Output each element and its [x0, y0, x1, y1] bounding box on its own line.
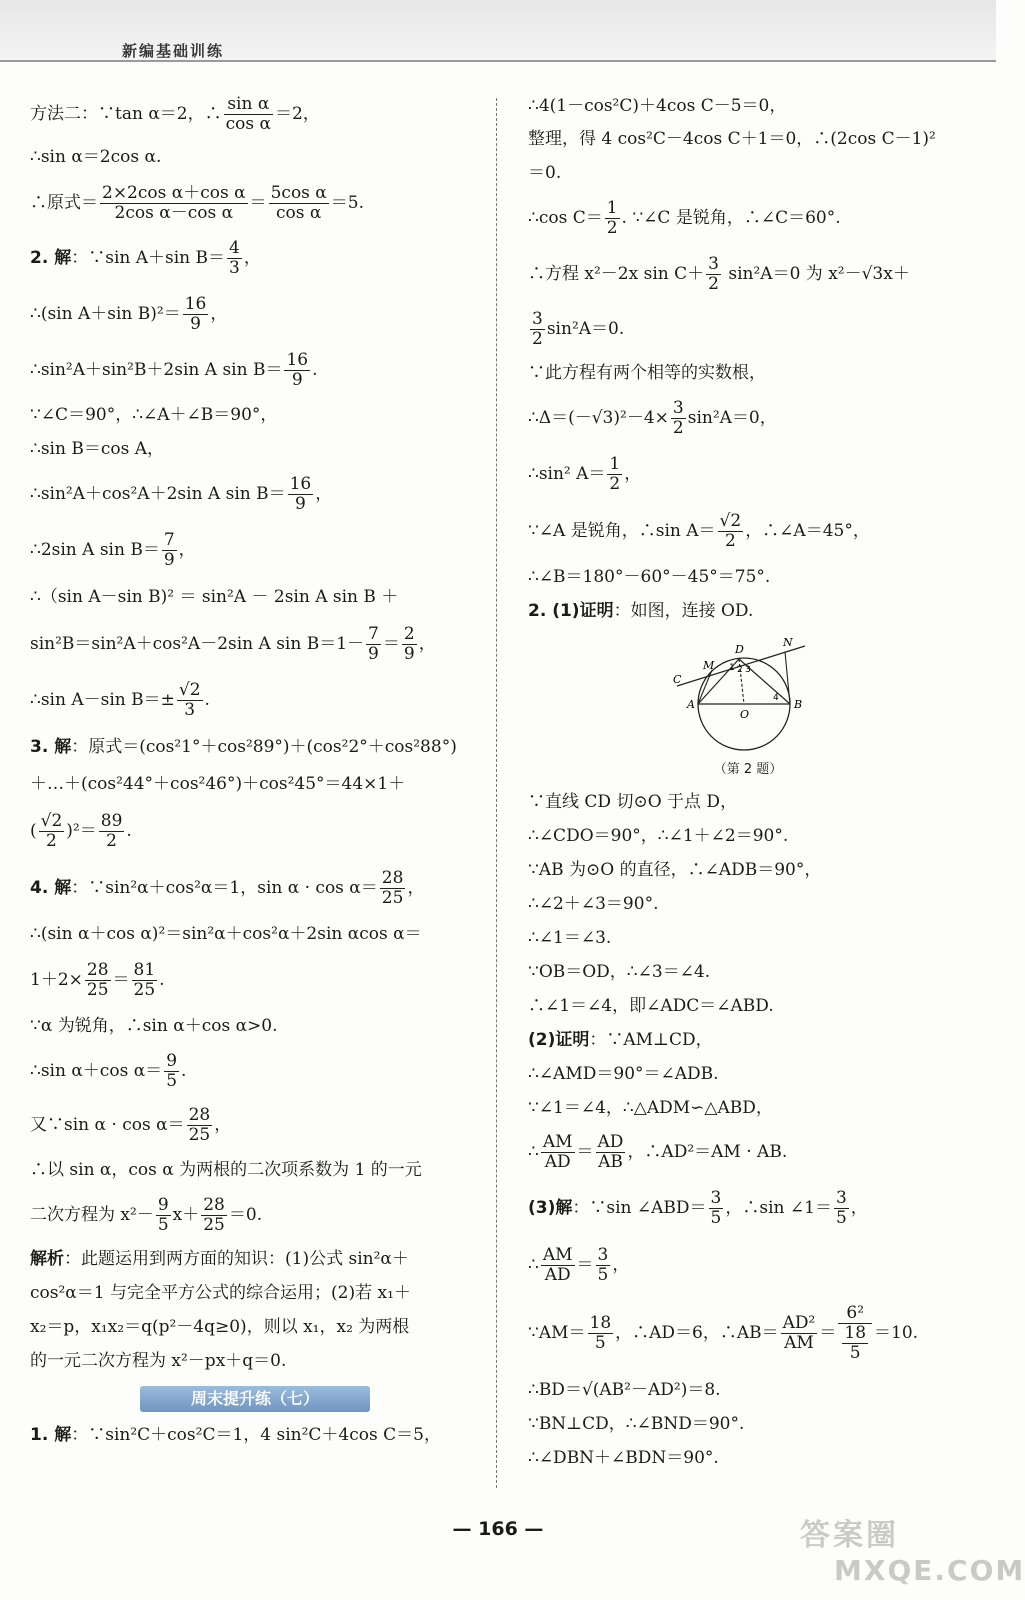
text: ∴sin²A＋sin²B＋2sin A sin B＝: [30, 360, 283, 380]
page-number: — 166 —: [452, 1518, 544, 1540]
numerator: 4: [229, 238, 240, 259]
header-label: 新编基础训练: [122, 42, 225, 60]
text: ，: [850, 1197, 868, 1218]
right-column: [528, 90, 968, 1475]
text: ∴2sin A sin B＝: [30, 540, 160, 560]
fraction: [709, 1189, 724, 1227]
part-number: (2): [528, 1029, 556, 1050]
solution-line: ∴∠2＋∠3＝90°.: [528, 893, 659, 914]
solution-line: ∴以 sin α，cos α 为两根的二次项系数为 1 的一元: [30, 1160, 422, 1180]
text: ＝: [576, 1141, 594, 1162]
solution-line: [528, 246, 968, 302]
solution-line: [30, 672, 480, 728]
numerator: AM: [542, 1245, 573, 1266]
text: ，∴AD＝6，∴AB＝: [615, 1322, 779, 1343]
solution-line: ＝0.: [528, 163, 562, 183]
numerator: 7: [368, 624, 379, 645]
text: ∴sin α＋cos α＝: [30, 1061, 163, 1081]
segment-bn: [785, 652, 790, 704]
text: ，: [243, 248, 261, 268]
header-rule: [0, 60, 996, 62]
question-number: 2. (1): [528, 601, 580, 621]
text: ，: [214, 1115, 232, 1135]
geometry-figure: [528, 634, 968, 761]
text: ∴(sin A＋sin B)²＝: [30, 304, 181, 324]
text: .: [181, 1061, 187, 1081]
label-o: O: [740, 708, 750, 721]
numerator: 3: [835, 1188, 847, 1209]
numerator: 3: [708, 254, 719, 275]
text: )²＝: [66, 821, 97, 841]
solution-line: ∴sin α＝2cos α.: [30, 147, 162, 167]
numerator: 7: [163, 530, 175, 551]
denominator: 2: [46, 831, 57, 851]
numerator: AD²: [782, 1313, 816, 1334]
label-angle-4: 4: [773, 693, 779, 703]
denominator: 5: [835, 1207, 847, 1228]
label-angle-1: 1: [729, 663, 735, 673]
text: ∴sin²A＋cos²A＋2sin A sin B＝: [30, 484, 286, 504]
solution-line: [528, 1293, 968, 1373]
denominator: 2: [724, 531, 736, 551]
text: .: [126, 821, 132, 841]
solution-label: 解: [555, 1197, 573, 1218]
denominator: [838, 1324, 872, 1362]
text: ＝0.: [228, 1205, 263, 1225]
text: ＝10.: [874, 1322, 919, 1343]
numerator: 6²: [838, 1304, 872, 1324]
denominator: 25: [133, 980, 156, 1000]
denominator: AD: [544, 1151, 571, 1172]
solution-line: ∴（sin A－sin B)² ＝ sin²A － 2sin A sin B ＋: [30, 587, 399, 607]
solution-line: [30, 616, 480, 672]
denominator: 25: [203, 1215, 225, 1235]
solution-line: [528, 302, 968, 356]
text: ，: [210, 304, 228, 324]
text: ＝5.: [330, 193, 365, 213]
numerator: 1: [609, 454, 621, 475]
left-column: [30, 90, 480, 1452]
fraction: [227, 239, 242, 277]
denominator: 3: [229, 258, 240, 278]
text: ，: [407, 878, 425, 898]
fraction: [834, 1189, 849, 1227]
text: ：∵sin²C＋cos²C＝1，4 sin²C＋4cos C＝5，: [71, 1425, 441, 1445]
question-number: 1. 解: [30, 1425, 72, 1445]
text: . ∵∠C 是锐角，∴∠C＝60°.: [621, 208, 841, 228]
denominator: 9: [368, 644, 379, 664]
denominator: cos α: [225, 114, 271, 134]
text: ∴Δ＝(－√3)²－4×: [528, 408, 669, 428]
solution-line: ∵∠C＝90°，∴∠A＋∠B＝90°，: [30, 405, 278, 425]
label-d: D: [735, 643, 744, 656]
column-divider: [496, 98, 497, 1488]
numerator: 3: [597, 1245, 609, 1266]
solution-line: ∴∠CDO＝90°，∴∠1＋∠2＝90°.: [528, 825, 789, 846]
text: ＝: [576, 1254, 594, 1275]
fraction: [100, 184, 248, 222]
text: .: [312, 360, 318, 380]
denominator: AD: [544, 1264, 571, 1285]
text: 方法二：∵tan α＝2，∴: [30, 104, 222, 124]
analysis-label: 解析: [30, 1249, 64, 1269]
segment-am: [698, 670, 712, 704]
question-number: 3. 解: [30, 737, 72, 757]
text: .: [159, 970, 165, 990]
solution-line: ∴(sin α＋cos α)²＝sin²α＋cos²α＋2sin αcos α＝: [30, 924, 422, 944]
solution-line: [30, 522, 480, 578]
solution-line: ∵∠1＝∠4，∴△ADM∽△ABD，: [528, 1097, 773, 1118]
fraction: [781, 1314, 818, 1352]
numerator: 28: [86, 960, 109, 981]
text: 1＋2×: [30, 970, 83, 990]
fraction: [177, 681, 203, 719]
fraction: [99, 812, 125, 850]
fraction: [164, 1052, 179, 1090]
text: 二次方程为 x²－: [30, 1205, 154, 1225]
denominator: 2: [708, 274, 719, 294]
fraction: [605, 199, 620, 237]
text: ，: [624, 464, 642, 484]
fraction: [156, 1196, 171, 1234]
question-2-line: [30, 230, 480, 286]
fraction: [596, 1133, 626, 1171]
text: sin²B＝sin²A＋cos²A－2sin A sin B＝1－: [30, 634, 365, 654]
watermark-url: MXQE.COM: [834, 1554, 1025, 1587]
solution-line: ∵直线 CD 切⊙O 于点 D，: [528, 791, 738, 812]
solution-line: [528, 190, 968, 246]
text: sin²A＝0.: [546, 319, 625, 339]
numerator: 16: [289, 474, 312, 495]
fraction: [85, 961, 111, 999]
denominator: 25: [86, 980, 109, 1000]
fraction: [530, 310, 545, 348]
label-m: M: [703, 659, 715, 672]
proof-label: 证明: [555, 1029, 590, 1050]
text: ，: [612, 1254, 630, 1275]
solution-line: [30, 342, 480, 398]
text: ∴原式＝: [30, 193, 98, 213]
watermark-logo: 答案圈: [800, 1518, 899, 1553]
text: ，∴AD²＝AM · AB.: [627, 1141, 788, 1162]
text: ：∵sin²α＋cos²α＝1，sin α · cos α＝: [71, 878, 378, 898]
page-header: [0, 0, 996, 60]
denominator: 2: [609, 474, 621, 494]
solution-line: [30, 176, 480, 230]
text: ，∴sin ∠1＝: [725, 1197, 832, 1218]
text: ：∵AM⊥CD，: [589, 1029, 713, 1050]
fraction: [284, 351, 310, 389]
analysis-line: [30, 1242, 480, 1276]
question-2-line: [528, 594, 968, 628]
fraction: [588, 1314, 614, 1352]
solution-line: [30, 952, 480, 1008]
numerator: √2: [40, 811, 63, 832]
label-angle-3: 3: [745, 665, 751, 675]
text: ，: [418, 634, 436, 654]
solution-line: [30, 466, 480, 522]
denominator: 25: [381, 888, 404, 908]
numerator: 18: [589, 1313, 612, 1334]
text: ：此题运用到两方面的知识：(1)公式 sin²α＋: [64, 1249, 409, 1269]
solution-line: ∵OB＝OD，∴∠3＝∠4.: [528, 961, 711, 982]
label-a: A: [687, 698, 695, 711]
solution-line: [30, 1188, 480, 1242]
denominator: 9: [291, 370, 303, 390]
numerator: 18: [844, 1323, 867, 1344]
fraction: [269, 184, 329, 222]
numerator: √2: [719, 511, 742, 532]
solution-line: ∵AB 为⊙O 的直径，∴∠ADB＝90°，: [528, 859, 822, 880]
fraction: [671, 399, 686, 437]
denominator: 25: [188, 1125, 211, 1145]
text: (: [30, 821, 37, 841]
solution-line: ＋…＋(cos²44°＋cos²46°)＋cos²45°＝44×1＋: [30, 774, 406, 794]
fraction: [541, 1246, 575, 1284]
text: 又∵sin α · cos α＝: [30, 1115, 185, 1135]
label-angle-2: 2: [737, 665, 743, 675]
part-2-line: [528, 1023, 968, 1057]
question-4-line: [30, 860, 480, 916]
circle-tangent-diagram: [673, 634, 823, 756]
text: ＝2，: [275, 104, 320, 124]
solution-line: [528, 446, 968, 502]
numerator: 16: [184, 294, 207, 315]
part-number: (3): [528, 1197, 556, 1218]
fraction: [201, 1196, 227, 1234]
method-two-line: [30, 90, 480, 138]
solution-line: ∵α 为锐角，∴sin α＋cos α>0.: [30, 1016, 278, 1036]
fraction: [183, 295, 209, 333]
analysis-line: x₂＝p，x₁x₂＝q(p²－4q≥0)，则以 x₁，x₂ 为两根: [30, 1317, 410, 1337]
numerator: sin α: [224, 95, 273, 115]
fraction: [706, 255, 721, 293]
text: ：如图，连接 OD.: [613, 601, 754, 621]
denominator: 5: [710, 1207, 722, 1228]
numerator: AD: [597, 1132, 624, 1153]
denominator: 5: [849, 1342, 861, 1363]
text: ＝: [249, 193, 267, 213]
numerator: 3: [532, 309, 543, 330]
text: ∵∠A 是锐角，∴sin A＝: [528, 521, 716, 541]
text: sin²A＝0 为 x²－√3x＋: [722, 264, 910, 284]
denominator: 2: [532, 329, 543, 349]
compound-fraction: [838, 1304, 872, 1362]
numerator: 2: [403, 624, 415, 645]
fraction: [162, 531, 177, 569]
text: ＝: [382, 634, 400, 654]
solution-line: [528, 1125, 968, 1179]
solution-line: [30, 286, 480, 342]
fraction: [187, 1106, 213, 1144]
solution-line: ∴∠1＝∠3.: [528, 927, 612, 948]
text: ：∵sin A＋sin B＝: [71, 248, 226, 268]
denominator: 3: [184, 700, 196, 720]
denominator: 2cos α－cos α: [114, 203, 234, 223]
numerator: 16: [286, 350, 309, 371]
fraction: [718, 512, 744, 550]
fraction: [366, 625, 381, 663]
solution-line: ∴4(1－cos²C)＋4cos C－5＝0，: [528, 96, 787, 116]
text: sin²A＝0，: [687, 408, 777, 428]
part-3-line: [528, 1179, 968, 1237]
fraction: [380, 869, 406, 907]
proof-label: 证明: [579, 601, 614, 621]
solution-line: [30, 802, 480, 860]
fraction: [541, 1133, 575, 1171]
solution-line: ∴∠DBN＋∠BDN＝90°.: [528, 1447, 719, 1468]
text: ，: [315, 484, 333, 504]
denominator: 2: [606, 218, 618, 238]
analysis-line: 的一元二次方程为 x²－px＋q＝0.: [30, 1351, 287, 1371]
text: ＝: [112, 970, 130, 990]
numerator: 89: [100, 811, 123, 832]
fraction: [596, 1246, 611, 1284]
fraction: [842, 1324, 868, 1362]
text: ∴sin A－sin B＝±: [30, 690, 175, 710]
denominator: 9: [190, 314, 201, 334]
fraction: [224, 95, 273, 133]
solution-line: ∴BD＝√(AB²－AD²)＝8.: [528, 1379, 721, 1400]
analysis-line: cos²α＝1 与完全平方公式的综合运用；(2)若 x₁＋: [30, 1283, 411, 1303]
denominator: 2: [672, 418, 684, 438]
question-3-line: [30, 728, 480, 766]
solution-line: 整理，得 4 cos²C－4cos C＋1＝0，∴(2cos C－1)²: [528, 129, 936, 149]
solution-line: ∴∠1＝∠4，即∠ADC＝∠ABD.: [528, 995, 774, 1016]
numerator: 28: [188, 1105, 211, 1126]
solution-line: [30, 1098, 480, 1152]
denominator: 9: [163, 550, 175, 570]
fraction: [607, 455, 622, 493]
fraction: [132, 961, 158, 999]
numerator: 3: [672, 398, 684, 419]
denominator: 5: [597, 1264, 609, 1285]
text: ＝: [819, 1322, 837, 1343]
solution-line: ∴∠AMD＝90°＝∠ADB.: [528, 1063, 719, 1084]
text: .: [204, 690, 210, 710]
solution-line: [528, 502, 968, 560]
question-number: 4. 解: [30, 878, 72, 898]
weekend-question-1-line: [30, 1418, 480, 1452]
fraction: [39, 812, 65, 850]
label-n: N: [783, 636, 793, 649]
denominator: AB: [598, 1151, 623, 1172]
denominator: AM: [784, 1332, 814, 1353]
section-banner: 周末提升练（七）: [140, 1386, 370, 1412]
numerator: 1: [606, 198, 618, 219]
text: ：原式＝(cos²1°＋cos²89°)＋(cos²2°＋cos²88°): [71, 737, 457, 757]
label-c: C: [673, 673, 682, 686]
numerator: 28: [203, 1195, 225, 1216]
numerator: AM: [542, 1132, 573, 1153]
solution-line: ∴∠B＝180°－60°－45°＝75°.: [528, 567, 771, 587]
solution-line: [528, 1237, 968, 1293]
question-number: 2. 解: [30, 248, 72, 268]
numerator: 9: [166, 1051, 178, 1072]
numerator: 2×2cos α＋cos α: [102, 183, 246, 204]
figure-caption: （第 2 题）: [713, 761, 783, 777]
solution-line: [30, 1044, 480, 1098]
solution-line: [528, 390, 968, 446]
numerator: 3: [710, 1188, 722, 1209]
text: x＋: [172, 1205, 200, 1225]
numerator: 9: [157, 1195, 169, 1216]
solution-line: ∵BN⊥CD，∴∠BND＝90°.: [528, 1413, 745, 1434]
denominator: 9: [295, 494, 306, 514]
text: ∴: [528, 1254, 539, 1275]
denominator: 5: [594, 1332, 606, 1353]
denominator: 5: [166, 1071, 178, 1091]
numerator: 81: [133, 960, 156, 981]
text: ∴sin² A＝: [528, 464, 606, 484]
text: ∵AM＝: [528, 1322, 586, 1343]
solution-line: ∵此方程有两个相等的实数根，: [528, 363, 766, 383]
text: ：∵sin ∠ABD＝: [572, 1197, 707, 1218]
label-b: B: [794, 698, 803, 711]
denominator: 2: [106, 831, 117, 851]
fraction: [288, 475, 314, 513]
numerator: √2: [178, 680, 201, 701]
text: ，∴∠A＝45°，: [745, 521, 870, 541]
text: ，: [178, 540, 196, 560]
solution-line: ∴sin B＝cos A，: [30, 439, 164, 459]
numerator: 28: [381, 868, 404, 889]
denominator: cos α: [276, 203, 322, 223]
text: ∴: [528, 1141, 539, 1162]
denominator: 5: [157, 1215, 169, 1235]
denominator: 9: [403, 644, 415, 664]
text: ∴cos C＝: [528, 208, 603, 228]
text: ∴方程 x²－2x sin C＋: [528, 264, 705, 284]
numerator: 5cos α: [270, 183, 327, 204]
fraction: [402, 625, 417, 663]
